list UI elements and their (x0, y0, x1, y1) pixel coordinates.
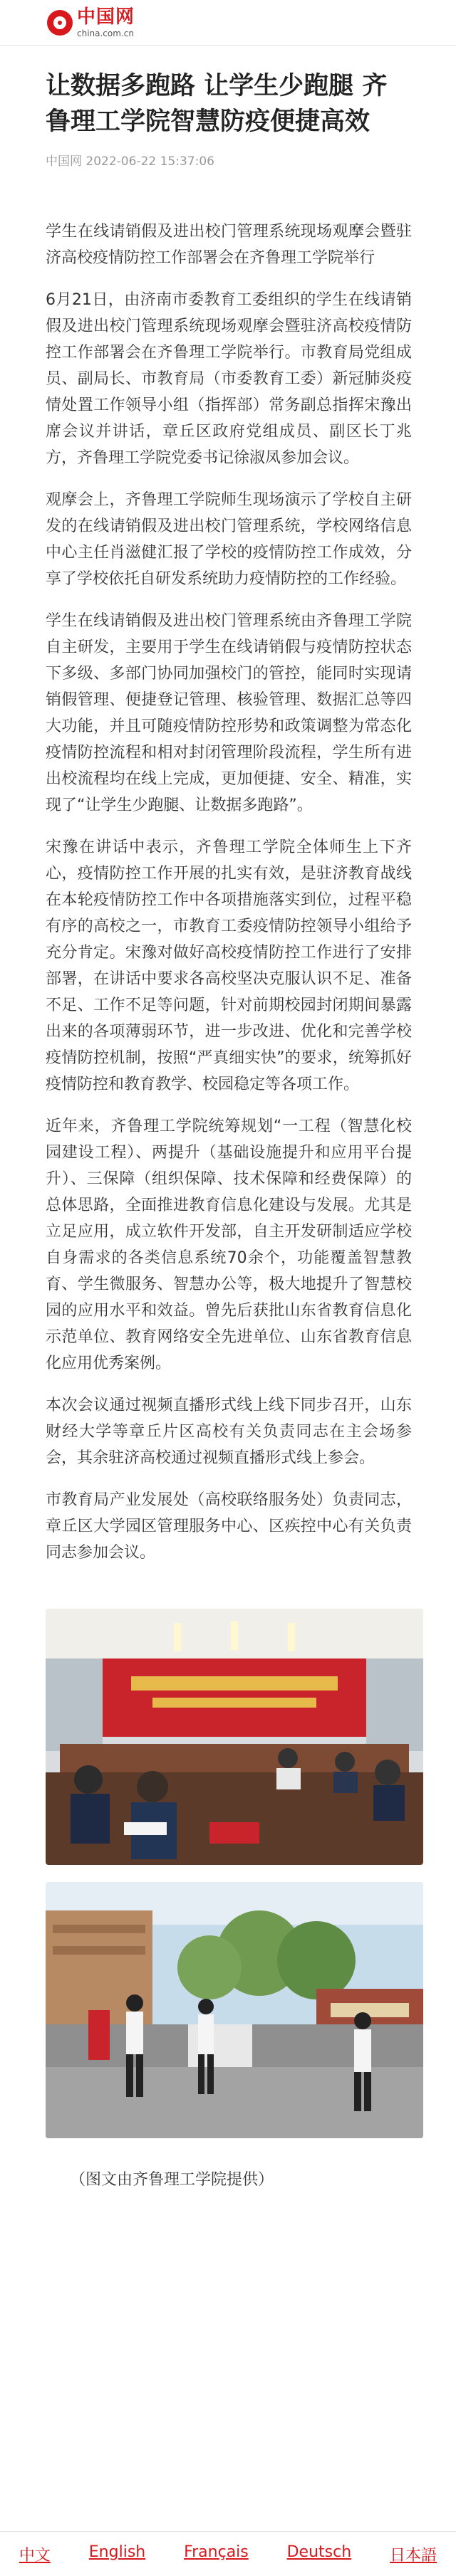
logo-cn: 中国网 (77, 6, 135, 28)
photo-caption: （图文由齐鲁理工学院提供） (70, 2171, 274, 2189)
logo-icon (47, 10, 73, 36)
article-paragraph: 本次会议通过视频直播形式线上线下同步召开，山东财经大学等章丘片区高校有关负责同志在主会场参会，其余驻济高校通过视频直播形式线上参会。 (46, 1397, 412, 1467)
lang-link-fr[interactable]: Français (184, 2543, 249, 2561)
site-header (0, 0, 456, 46)
article (0, 68, 456, 2193)
article-paragraph: 学生在线请销假及进出校门管理系统由齐鲁理工学院自主研发，主要用于学生在线请销假与疫情防控状态下多级、多部门协同加强校门的管控，能同时实现请销假管理、便捷登记管理、核验管理、数据汇总等四大功能，并且可随疫情防控形势和政策调整为常态化疫情防控流程和相对封闭管理阶段流程，学生所有进出校流程均在线上完成，更加便捷、安全、精准，实现了“让学生少跑腿、让数据多跑路”。 (46, 612, 412, 814)
article-photo-gate (46, 1882, 423, 2138)
lang-link-en[interactable]: English (88, 2543, 146, 2561)
language-bar (0, 2531, 456, 2576)
article-photo-meeting (46, 1609, 423, 1865)
article-title: 让数据多跑路 让学生少跑腿 齐鲁理工学院智慧防疫便捷高效 (46, 72, 388, 136)
article-meta: 中国网 2022-06-22 15:37:06 (46, 154, 214, 169)
article-paragraph: 近年来，齐鲁理工学院统筹规划“一工程（智慧化校园建设工程）、两提升（基础设施提升和应用平台提升）、三保障（组织保障、技术保障和经费保障）的总体思路，全面推进教育信息化建设与发展。尤其是立足应用，成立软件开发部，自主开发研制适应学校自身需求的各类信息系统70余个，功能覆盖智慧教育、学生微服务、智慧办公等，极大地提升了智慧校园的应用水平和效益。曾先后获批山东省教育信息化示范单位、教育网络安全先进单位、山东省教育信息化应用优秀案例。 (46, 1118, 412, 1372)
article-paragraph: 6月21日，由济南市委教育工委组织的学生在线请销假及进出校门管理系统现场观摩会暨驻济高校疫情防控工作部署会在齐鲁理工学院举行。市教育局党组成员、副局长、市教育局（市委教育工委）新冠肺炎疫情处置工作领导小组（指挥部）常务副总指挥宋豫出席会议并讲话，章丘区政府党组成员、副区长丁兆方，齐鲁理工学院党委书记徐淑凤参加会议。 (46, 291, 412, 467)
lang-link-de[interactable]: Deutsch (286, 2543, 352, 2561)
article-paragraph: 市教育局产业发展处（高校联络服务处）负责同志，章丘区大学园区管理服务中心、区疾控中心有关负责同志参加会议。 (46, 1491, 412, 1562)
lang-link-zh[interactable]: 中文 (19, 2547, 51, 2565)
lang-link-ja[interactable]: 日本語 (390, 2547, 437, 2565)
article-paragraph: 学生在线请销假及进出校门管理系统现场观摩会暨驻济高校疫情防控工作部署会在齐鲁理工学院举行 (46, 223, 412, 267)
logo-en: china.com.cn (77, 28, 134, 38)
site-logo[interactable] (47, 8, 135, 38)
gate-photo-image (46, 1882, 423, 2138)
article-paragraph: 宋豫在讲话中表示，齐鲁理工学院全体师生上下齐心，疫情防控工作开展的扎实有效，是驻济教育战线在本轮疫情防控工作中各项措施落实到位，过程平稳有序的高校之一，市教育工委疫情防控领导小组给予充分肯定。宋豫对做好高校疫情防控工作进行了安排部署，在讲话中要求各高校坚决克服认识不足、准备不足、工作不足等问题，针对前期校园封闭期间暴露出来的各项薄弱环节，进一步改进、优化和完善学校疫情防控机制，按照“严真细实快”的要求，统筹抓好疫情防控和教育教学、校园稳定等各项工作。 (46, 838, 412, 1093)
article-paragraph: 观摩会上，齐鲁理工学院师生现场演示了学校自主研发的在线请销假及进出校门管理系统，学校网络信息中心主任肖滋健汇报了学校的疫情防控工作成效，分享了学校依托自研发系统助力疫情防控的工作经验。 (46, 491, 412, 588)
logo-text (77, 8, 135, 38)
meeting-photo-image (46, 1609, 423, 1865)
